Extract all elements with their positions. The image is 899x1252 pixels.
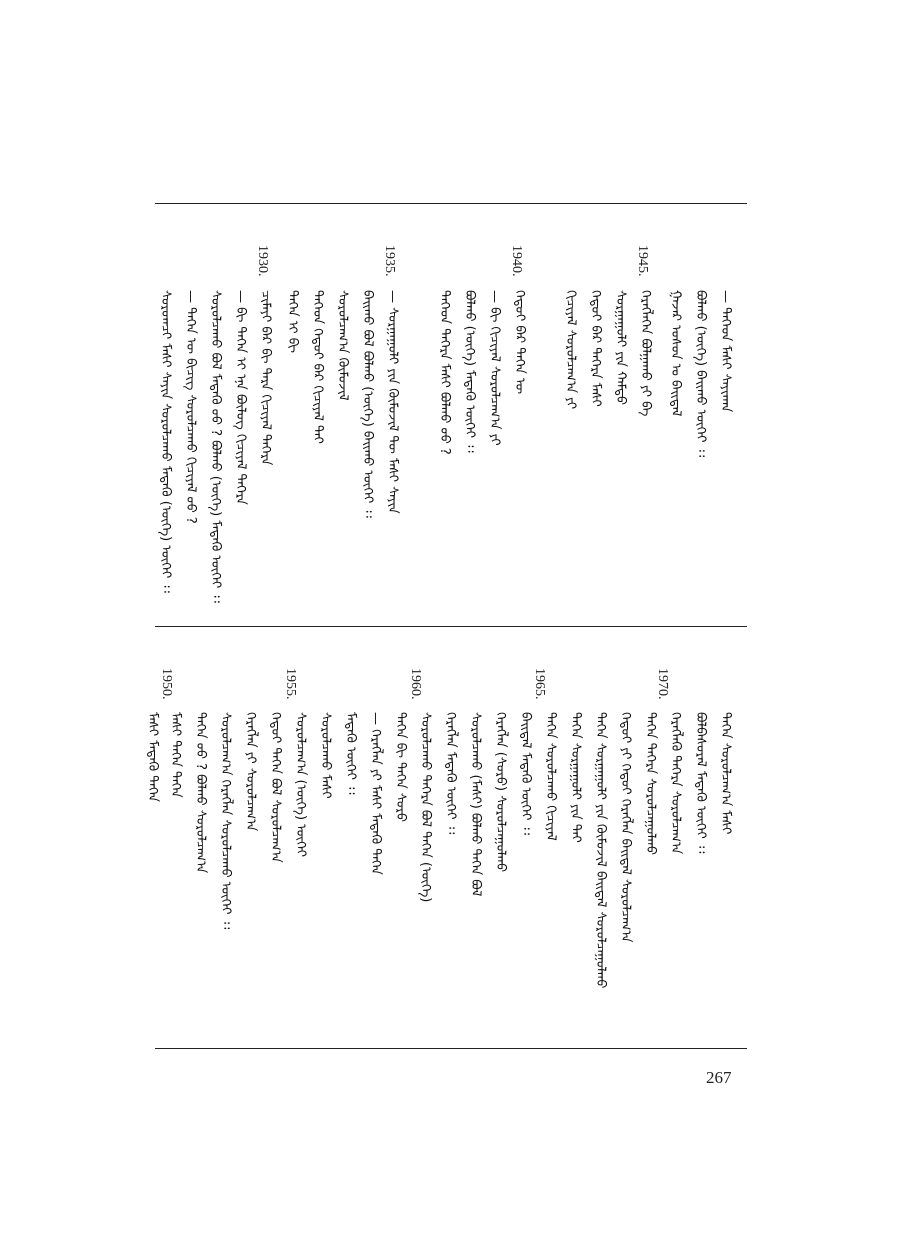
text-column: ᠲᠡᠭᠡᠨ ᠰᠤᠷᠤᠯᠴᠠᠬᠤ ᠬᠢᠴᠢᠶᠡᠯ: [543, 712, 558, 841]
text-column: ᠴᠢᠮᠠᠶᠢ ᠪᠠᠷ ᠪᠢ ᠲᠡᠷᠡ ᠬᠢᠴᠢᠶᠡᠯ ᠳᠡᠭᠡᠷᠡ: [258, 290, 273, 466]
text-column: ᠰᠤᠷᠤᠯᠴᠠᠭ᠎ᠠ ᠬᠦᠮᠦᠵᠢᠯ: [335, 290, 350, 401]
text-column: ᠭᠠᠵᠠᠷ ᠤᠰᠤᠨ ᠤ ᠪᠠᠢᠳᠠᠯ: [668, 290, 683, 417]
text-column: ᠰᠤᠷᠤᠭᠴᠢ ᠮᠠᠰᠢ ᠰᠠᠶᠢᠨ ᠰᠤᠷᠤᠯᠴᠠᠬᠤ ᠮᠡᠳᠡᠬᠦ (ᠦᠭᠡ) ᠦᠭᠡᠢ ᠄᠄: [158, 290, 173, 593]
text-column: ᠪᠣᠯᠬᠤ (ᠦᠭᠡ) ᠮᠡᠳᠡᠬᠦ ᠦᠭᠡᠢ ᠄᠄: [462, 290, 477, 453]
bottom-rule: [155, 1048, 747, 1049]
year-label: 1970.: [655, 668, 670, 700]
text-column: ᠬᠢᠴᠢᠶᠡᠯ ᠰᠤᠷᠤᠯᠴᠠᠭ᠎ᠠ ᠶᠢ: [563, 290, 578, 410]
text-column: ᠰᠤᠷᠤᠯᠴᠠᠬᠤ ᠪᠣᠯ ᠮᠡᠳᠡᠬᠦ ᠦᠦ ? ᠪᠣᠯᠬᠤ (ᠦᠭᠡ) ᠮᠡᠳᠡᠬᠦ ᠦᠭᠡᠢ ᠄᠄: [208, 290, 223, 603]
text-column: ᠰᠤᠷᠤᠯᠴᠠᠬᠤ (ᠮᠠᠰᠢ) ᠪᠣᠯᠬᠤ ᠲᠡᠭᠡᠨ ᠪᠣᠯ: [468, 712, 483, 897]
text-column: ᠬᠡᠷᠡᠭᠯᠡᠨ ᠶᠢ ᠰᠤᠷᠤᠯᠴᠠᠭ᠎ᠠ: [243, 712, 258, 832]
text-column: ᠮᠠᠰᠢ ᠮᠡᠳᠡᠬᠦ ᠲᠡᠭᠡᠨ: [145, 712, 160, 802]
text-column: — ᠬᠡᠷᠡᠭᠯᠡᠨ ᠶᠢ ᠮᠠᠰᠢ ᠮᠡᠳᠡᠬᠦ ᠲᠡᠭᠡᠨ: [368, 712, 383, 875]
text-column: ᠰᠤᠷᠤᠯᠴᠠᠭ᠎ᠠ (ᠦᠭᠡ) ᠦᠭᠡᠢ: [293, 712, 308, 858]
year-label: 1955.: [283, 668, 298, 700]
year-label: 1965.: [532, 668, 547, 700]
text-column: ᠪᠠᠢᠳᠠᠯ ᠮᠡᠳᠡᠬᠦ ᠦᠭᠡᠢ ᠄᠄: [518, 712, 533, 835]
text-column: ᠰᠤᠷᠤᠯᠴᠠᠬᠤ ᠮᠠᠰᠢ: [318, 712, 333, 799]
text-column: ᠰᠤᠷᠤᠯᠴᠠᠭ᠎ᠠ ᠬᠡᠷᠡᠭᠯᠡᠨ ᠰᠤᠷᠤᠯᠴᠠᠬᠤ ᠦᠭᠡᠢ ᠄᠄: [218, 712, 233, 930]
text-column: ᠲᠡᠭᠡᠨ ᠤᠤ ? ᠪᠣᠯᠬᠤ ᠰᠤᠷᠤᠯᠴᠠᠭ᠎ᠠ: [193, 712, 208, 874]
year-label: 1935.: [382, 245, 397, 277]
text-column: — ᠲᠡᠭᠡᠳ ᠮᠠᠰᠢ ᠰᠠᠶᠢᠬᠠᠨ: [718, 290, 733, 413]
text-column: ᠲᠡᠭᠡᠳ ᠳᠡᠭᠡᠷᠡ ᠮᠠᠰᠢ ᠪᠣᠯᠬᠤ ᠤᠤ ?: [437, 290, 452, 455]
text-column: ᠲᠡᠭᠡᠨ ᠳᠡᠭᠡᠷᠡ ᠰᠤᠷᠤᠯᠴᠠᠭᠤᠯᠬᠤ: [643, 712, 658, 856]
middle-rule: [155, 626, 747, 627]
text-column: ᠬᠡᠷᠡᠭᠯᠡᠨ (ᠰᠤᠷᠤ) ᠰᠤᠷᠤᠯᠴᠠᠭᠤᠯᠬᠤ: [493, 712, 508, 873]
text-column: ᠲᠡᠭᠡᠳ ᠬᠡᠳᠦᠢ ᠪᠠᠷ ᠬᠢᠴᠢᠶᠡᠯ ᠲᠠᠢ: [310, 290, 325, 444]
text-column: ᠬᠡᠷᠡᠭᠯᠡᠭᠡᠨ ᠪᠣᠯᠭᠠᠬᠤ ᠶᠢ ᠪᠠ: [638, 290, 653, 417]
text-column: ᠲᠡᠭᠡᠨ ᠰᠤᠷᠭᠠᠭᠤᠯᠢ ᠶᠢᠨ ᠬᠦᠮᠦᠵᠢᠯ ᠪᠠᠢᠳᠠᠯ ᠰᠤᠷᠤᠯᠴᠠᠭᠤᠯᠬᠤ: [593, 712, 608, 989]
page-number: 267: [706, 1068, 732, 1087]
year-label: 1940.: [509, 245, 524, 277]
year-label: 1930.: [255, 245, 270, 277]
text-column: — ᠪᠢ ᠲᠡᠭᠡᠨ ᠢ ᠡᠨᠡ ᠪᠦᠯᠦᠭ ᠬᠢᠴᠢᠶᠡᠯ ᠳᠡᠭᠡᠷᠡ: [233, 290, 248, 505]
text-column: — ᠲᠡᠭᠡᠨ ᠦ ᠪᠢᠴᠢᠭ ᠰᠤᠷᠤᠯᠴᠠᠬᠤ ᠬᠢᠴᠢᠶᠡᠯ ᠤᠤ ?: [183, 290, 198, 524]
text-column: ᠬᠡᠷᠡᠭᠯᠡᠨ ᠮᠡᠳᠡᠬᠦ ᠦᠭᠡᠢ ᠄᠄: [443, 712, 458, 835]
text-column: — ᠰᠤᠷᠭᠠᠭᠤᠯᠢ ᠶᠢᠨ ᠬᠦᠮᠦᠵᠢᠯ ᠲᠦ ᠮᠠᠰᠢ ᠰᠠᠶᠢᠨ: [385, 290, 400, 514]
text-column: ᠲᠡᠭᠡᠨ ᠰᠤᠷᠤᠯᠴᠠᠭ᠎ᠠ ᠮᠠᠰᠢ: [718, 712, 733, 835]
text-column: ᠲᠡᠭᠡᠨ ᠪᠢ ᠲᠡᠭᠡᠨ ᠰᠤᠷᠤ: [393, 712, 408, 823]
text-column: ᠬᠡᠳᠦᠢ ᠪᠠᠷ ᠲᠡᠭᠡᠨ ᠦ: [512, 290, 527, 395]
year-label: 1945.: [635, 245, 650, 277]
text-column: ᠮᠠᠰᠢ ᠲᠡᠭᠡᠨ ᠲᠡᠭᠡᠨ: [168, 712, 183, 798]
text-column: ᠲᠡᠭᠡᠨ ᠢ ᠪᠢ: [285, 290, 300, 353]
text-column: — ᠪᠢ ᠬᠢᠴᠢᠶᠡᠯ ᠰᠤᠷᠤᠯᠴᠠᠭ᠎ᠠ ᠶᠢ: [487, 290, 502, 446]
text-column: ᠪᠠᠢᠬᠤ ᠪᠣᠯ ᠪᠣᠯᠬᠤ (ᠦᠭᠡ) ᠪᠠᠢᠬᠤ ᠦᠭᠡᠢ ᠄᠄: [360, 290, 375, 518]
text-column: ᠬᠡᠳᠦᠢ ᠶᠢ ᠬᠡᠳᠦᠢ ᠬᠡᠷᠡᠭᠯᠡᠨ ᠪᠠᠢᠳᠠᠯ ᠰᠤᠷᠤᠯᠴᠠᠭ᠎ᠠ: [618, 712, 633, 943]
text-column: ᠰᠤᠷᠤᠯᠴᠠᠬᠤ ᠳᠡᠭᠡᠷᠡ ᠪᠣᠯ ᠲᠡᠭᠡᠨ (ᠦᠭᠡ): [418, 712, 433, 903]
text-column: ᠬᠡᠳᠦᠢ ᠲᠡᠭᠡᠨ ᠪᠣᠯ ᠰᠤᠷᠤᠯᠴᠠᠭ᠎ᠠ: [268, 712, 283, 863]
year-label: 1950.: [159, 668, 174, 700]
top-rule: [155, 203, 747, 204]
text-column: ᠬᠡᠳᠦᠢ ᠪᠠᠷ ᠳᠡᠭᠡᠷᠡ ᠮᠠᠰᠢ: [588, 290, 603, 407]
text-column: ᠬᠡᠷᠡᠭᠯᠡᠬᠦ ᠳᠡᠭᠡᠷᠡ ᠰᠤᠷᠤᠯᠴᠠᠭ᠎ᠠ: [668, 712, 683, 855]
text-column: ᠰᠤᠷᠭᠠᠭᠤᠯᠢ ᠶᠢᠨ ᠬᠠᠮᠲᠤ: [613, 290, 628, 405]
text-column: ᠪᠣᠯᠪᠠᠰᠤᠷᠠᠯ ᠮᠡᠳᠡᠬᠦ ᠦᠭᠡᠢ ᠄᠄: [693, 712, 708, 854]
text-column: ᠮᠡᠳᠡᠬᠦ ᠦᠭᠡᠢ ᠄᠄: [343, 712, 358, 795]
year-label: 1960.: [408, 668, 423, 700]
text-column: ᠲᠡᠭᠡᠨ ᠰᠤᠷᠭᠠᠭᠤᠯᠢ ᠶᠢᠨ ᠲᠠᠢ: [568, 712, 583, 843]
text-column: ᠪᠣᠯᠬᠤ (ᠦᠭᠡ) ᠪᠠᠢᠬᠤ ᠦᠭᠡᠢ ᠄᠄: [693, 290, 708, 458]
